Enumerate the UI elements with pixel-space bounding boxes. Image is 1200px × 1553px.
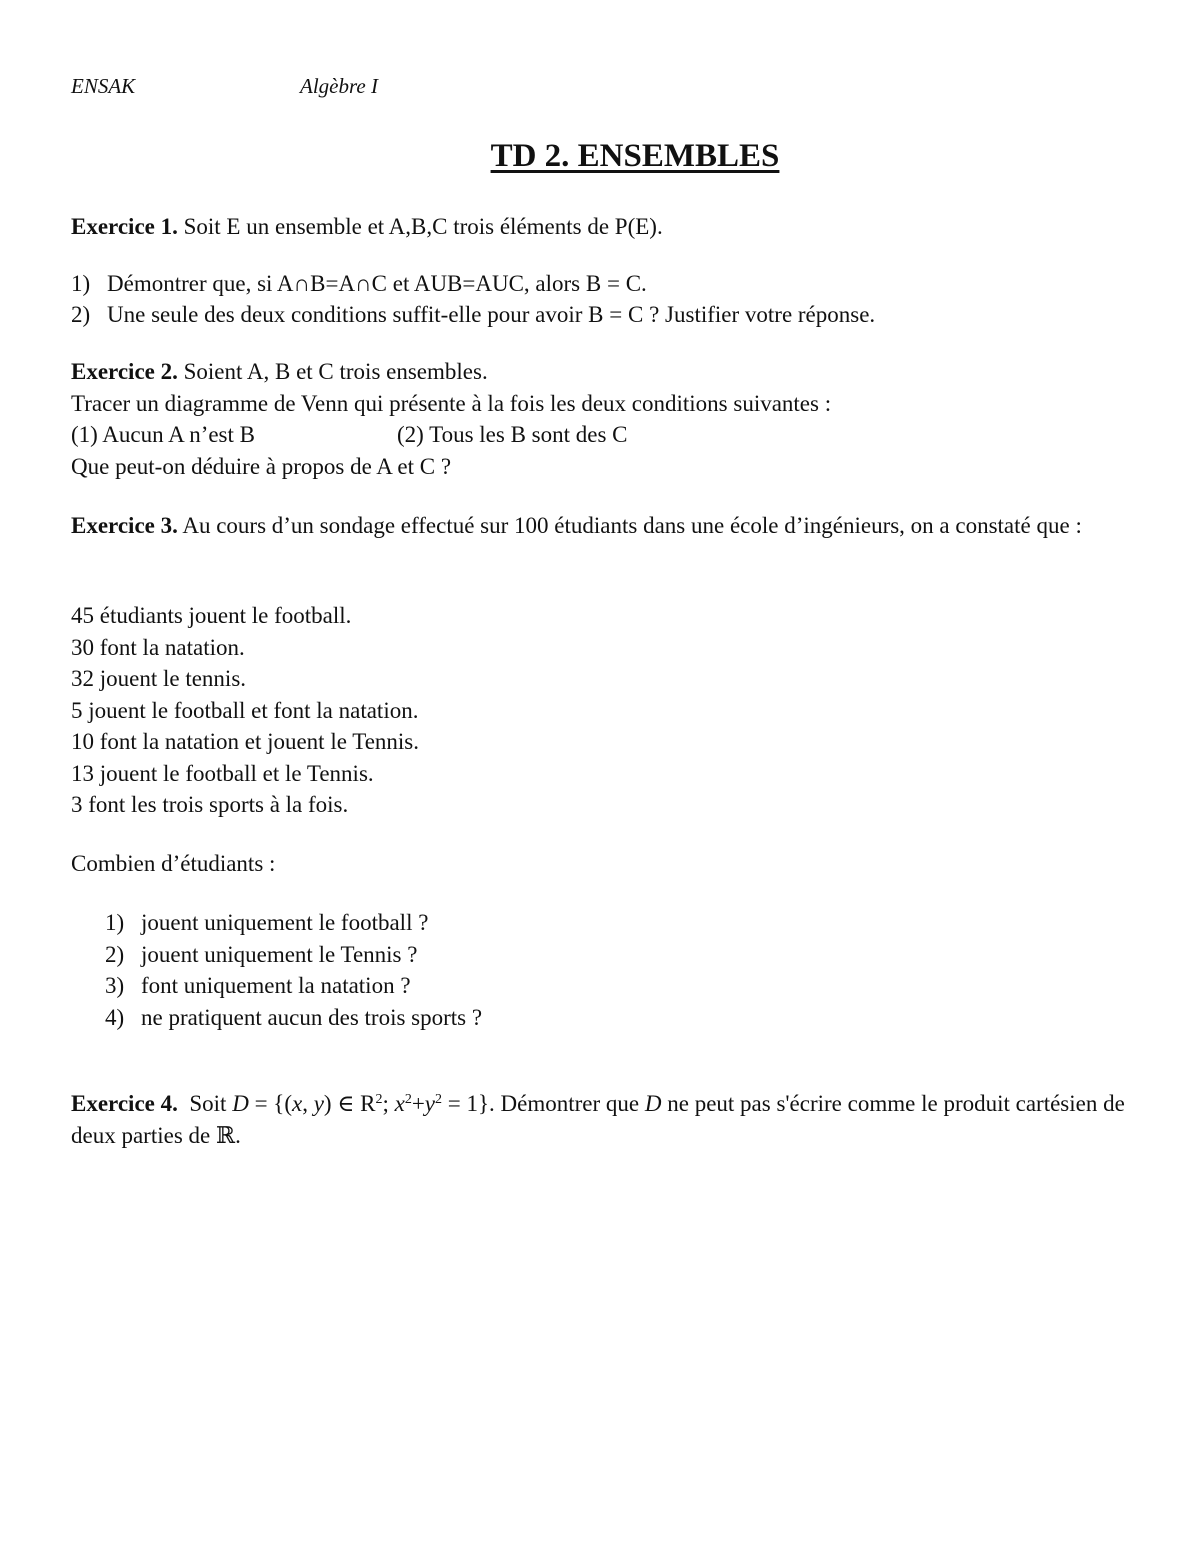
- exercise-1-label: Exercice 1.: [71, 214, 178, 239]
- fact-line: 10 font la natation et jouent le Tennis.: [71, 729, 419, 754]
- exercise-3-statement: [71, 510, 1131, 542]
- exercise-3-facts: [71, 600, 1131, 821]
- item-number: 3): [105, 973, 125, 998]
- condition-1: (1) Aucun A n’est B: [71, 422, 255, 447]
- ex4-text: ,: [302, 1091, 308, 1116]
- list-item: [71, 939, 1131, 971]
- fact-line: 13 jouent le football et le Tennis.: [71, 760, 374, 786]
- ex4-text: ne peut pas s'écrire comme le produit cartésien de deux parties de ℝ.: [71, 1091, 1125, 1148]
- item-number: 4): [105, 1004, 125, 1030]
- ex4-var-y: y: [313, 1091, 324, 1116]
- exercise-1-text: Soit E un ensemble et A,B,C trois éléments de P(E).: [183, 214, 663, 239]
- list-item: [71, 970, 1131, 1002]
- ex4-exponent: 2: [435, 1092, 443, 1107]
- item-text: Démontrer que, si A∩B=A∩C et AUB=AUC, alors B = C.: [107, 270, 647, 296]
- list-item: [71, 1002, 1131, 1034]
- ex4-var-x: x: [291, 1091, 303, 1116]
- fact-line: 45 étudiants jouent le football.: [71, 603, 352, 628]
- exercise-1-statement: [71, 211, 1131, 243]
- exercise-2-text: Soient A, B et C trois ensembles.: [183, 359, 488, 384]
- ex4-var-x: x: [394, 1091, 405, 1116]
- ex4-var-D: D: [232, 1091, 249, 1116]
- ex4-var-D: D: [644, 1091, 662, 1116]
- ex4-text: Soit: [189, 1091, 227, 1116]
- ex4-exponent: 2: [375, 1092, 383, 1107]
- exercise-4: [71, 1088, 1131, 1151]
- ex4-text: +: [411, 1091, 425, 1116]
- item-number: 2): [71, 302, 91, 327]
- exercise-3-questions: [71, 907, 1131, 1033]
- header-subject: Algèbre I: [300, 74, 378, 98]
- question-list: [71, 907, 1131, 1033]
- item-text: font uniquement la natation ?: [141, 973, 411, 998]
- exercise-3-text: Au cours d’un sondage effectué sur 100 étudiants dans une école d’ingénieurs, on a constaté que :: [182, 513, 1082, 538]
- ex4-text: = {(: [254, 1091, 292, 1116]
- ex4-var-y: y: [424, 1091, 436, 1116]
- fact-line: 5 jouent le football et font la natation.: [71, 697, 419, 723]
- item-text: jouent uniquement le Tennis ?: [141, 941, 418, 967]
- exercise-1: [71, 211, 1131, 331]
- item-number: 2): [105, 941, 125, 967]
- page-header: [71, 74, 378, 99]
- list-item: [71, 907, 1131, 939]
- exercise-2: [71, 356, 1131, 482]
- item-number: 1): [71, 270, 91, 296]
- item-text: ne pratiquent aucun des trois sports ?: [141, 1004, 483, 1030]
- fact-line: 32 jouent le tennis.: [71, 666, 247, 691]
- exercise-3-question-intro: Combien d’étudiants :: [71, 851, 276, 876]
- exercise-2-label: Exercice 2.: [71, 359, 178, 384]
- fact-line: 3 font les trois sports à la fois.: [71, 792, 349, 817]
- page-title: TD 2. ENSEMBLES: [490, 138, 780, 174]
- exercise-2-conditions: [71, 419, 1131, 451]
- header-school: ENSAK: [71, 74, 136, 98]
- exercise-3: [71, 510, 1131, 542]
- list-item: [71, 268, 1131, 300]
- ex4-text: = 1}. Démontrer que: [447, 1091, 640, 1116]
- ex4-text: ) ∈ R: [323, 1091, 376, 1116]
- list-item: [71, 299, 1131, 331]
- item-text: Une seule des deux conditions suffit-elle pour avoir B = C ? Justifier votre réponse.: [107, 302, 876, 327]
- item-text: jouent uniquement le football ?: [141, 910, 429, 935]
- exercise-1-questions: [71, 268, 1131, 331]
- exercise-4-label: Exercice 4.: [71, 1091, 178, 1116]
- exercise-2-line2: Tracer un diagramme de Venn qui présente à la fois les deux conditions suivantes :: [71, 390, 832, 416]
- ex4-exponent: 2: [404, 1092, 412, 1107]
- condition-2: (2) Tous les B sont des C: [397, 422, 628, 447]
- ex4-text: ;: [382, 1091, 389, 1116]
- fact-line: 30 font la natation.: [71, 634, 245, 660]
- exercise-3-label: Exercice 3.: [71, 513, 178, 538]
- exercise-2-question: Que peut-on déduire à propos de A et C ?: [71, 453, 452, 479]
- exercise-2-statement: [71, 356, 1131, 388]
- item-number: 1): [105, 910, 125, 935]
